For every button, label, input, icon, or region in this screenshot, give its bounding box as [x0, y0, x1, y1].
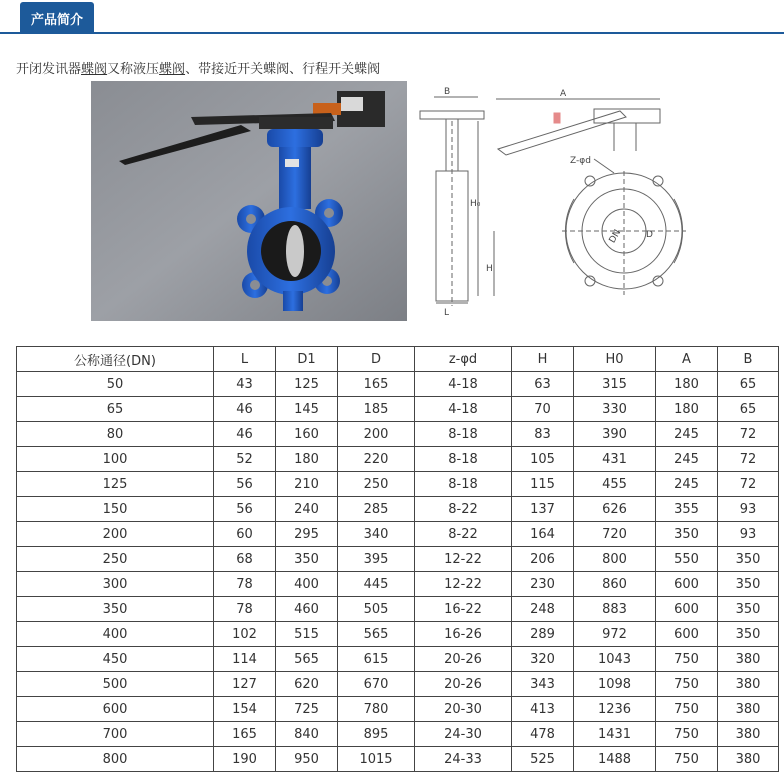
table-cell: 206	[512, 547, 574, 572]
table-cell: 180	[656, 372, 718, 397]
table-cell: 16-26	[415, 622, 512, 647]
table-cell: 200	[338, 422, 415, 447]
table-cell: 380	[718, 647, 779, 672]
table-cell: 72	[718, 422, 779, 447]
table-cell: 330	[574, 397, 656, 422]
table-cell: 24-33	[415, 747, 512, 772]
table-cell: 164	[512, 522, 574, 547]
table-cell: 350	[718, 572, 779, 597]
butterfly-valve-link[interactable]: 蝶阀	[81, 62, 108, 77]
product-description	[16, 58, 380, 77]
table-cell: 65	[718, 397, 779, 422]
table-cell: 65	[17, 397, 214, 422]
table-cell: 350	[718, 622, 779, 647]
table-cell: 289	[512, 622, 574, 647]
table-cell: 250	[338, 472, 415, 497]
table-cell: 380	[718, 697, 779, 722]
table-cell: 350	[656, 522, 718, 547]
table-cell: 8-18	[415, 472, 512, 497]
table-cell: 248	[512, 597, 574, 622]
table-header-row	[17, 347, 779, 372]
table-cell: 4-18	[415, 372, 512, 397]
table-cell: 350	[17, 597, 214, 622]
table-header-cell: D1	[276, 347, 338, 372]
table-cell: 1236	[574, 697, 656, 722]
table-cell: 80	[17, 422, 214, 447]
table-cell: 8-22	[415, 522, 512, 547]
table-cell: 250	[17, 547, 214, 572]
table-cell: 750	[656, 697, 718, 722]
valve-dimension-drawing	[414, 81, 704, 321]
table-cell: 72	[718, 447, 779, 472]
table-cell: 60	[214, 522, 276, 547]
table-cell: 93	[718, 497, 779, 522]
table-cell: 455	[574, 472, 656, 497]
table-row	[17, 522, 779, 547]
table-cell: 600	[17, 697, 214, 722]
table-cell: 500	[17, 672, 214, 697]
table-cell: 860	[574, 572, 656, 597]
table-cell: 395	[338, 547, 415, 572]
table-cell: 295	[276, 522, 338, 547]
tab-product-intro[interactable]: 产品简介	[20, 2, 94, 34]
table-row	[17, 647, 779, 672]
table-cell: 12-22	[415, 572, 512, 597]
table-cell: 245	[656, 422, 718, 447]
label-dn: DN	[607, 228, 624, 245]
butterfly-valve-link-2[interactable]: 蝶阀	[159, 62, 186, 77]
table-cell: 230	[512, 572, 574, 597]
table-row	[17, 422, 779, 447]
table-row	[17, 572, 779, 597]
table-cell: 400	[17, 622, 214, 647]
table-row	[17, 497, 779, 522]
table-row	[17, 597, 779, 622]
table-cell: 4-18	[415, 397, 512, 422]
table-cell: 78	[214, 597, 276, 622]
table-cell: 285	[338, 497, 415, 522]
table-row	[17, 697, 779, 722]
table-cell: 700	[17, 722, 214, 747]
table-cell: 52	[214, 447, 276, 472]
table-cell: 750	[656, 672, 718, 697]
table-cell: 800	[574, 547, 656, 572]
table-cell: 895	[338, 722, 415, 747]
table-cell: 550	[656, 547, 718, 572]
table-cell: 65	[718, 372, 779, 397]
table-cell: 43	[214, 372, 276, 397]
table-cell: 750	[656, 722, 718, 747]
table-cell: 125	[276, 372, 338, 397]
desc-prefix: 开闭发讯器	[16, 62, 82, 77]
table-cell: 355	[656, 497, 718, 522]
table-row	[17, 622, 779, 647]
table-cell: 300	[17, 572, 214, 597]
desc-suffix: 、带接近开关蝶阀、行程开关蝶阀	[185, 62, 381, 77]
table-cell: 340	[338, 522, 415, 547]
table-row	[17, 447, 779, 472]
table-header-cell: D	[338, 347, 415, 372]
label-h0: H₀	[470, 199, 481, 209]
table-cell: 1043	[574, 647, 656, 672]
table-cell: 24-30	[415, 722, 512, 747]
table-cell: 180	[656, 397, 718, 422]
table-cell: 515	[276, 622, 338, 647]
table-cell: 565	[338, 622, 415, 647]
table-cell: 190	[214, 747, 276, 772]
table-cell: 505	[338, 597, 415, 622]
table-cell: 20-26	[415, 672, 512, 697]
label-d: D	[646, 230, 653, 240]
table-cell: 180	[276, 447, 338, 472]
label-a: A	[560, 89, 567, 99]
table-cell: 20-30	[415, 697, 512, 722]
table-cell: 445	[338, 572, 415, 597]
table-cell: 725	[276, 697, 338, 722]
table-cell: 240	[276, 497, 338, 522]
table-cell: 600	[656, 572, 718, 597]
table-header-cell: A	[656, 347, 718, 372]
table-cell: 600	[656, 597, 718, 622]
table-cell: 525	[512, 747, 574, 772]
table-cell: 154	[214, 697, 276, 722]
table-cell: 68	[214, 547, 276, 572]
table-cell: 390	[574, 422, 656, 447]
table-cell: 105	[512, 447, 574, 472]
table-cell: 600	[656, 622, 718, 647]
table-cell: 70	[512, 397, 574, 422]
table-cell: 320	[512, 647, 574, 672]
table-row	[17, 722, 779, 747]
table-cell: 185	[338, 397, 415, 422]
table-cell: 16-22	[415, 597, 512, 622]
table-cell: 137	[512, 497, 574, 522]
label-b: B	[444, 87, 451, 97]
table-cell: 114	[214, 647, 276, 672]
table-row	[17, 747, 779, 772]
table-cell: 400	[276, 572, 338, 597]
table-cell: 670	[338, 672, 415, 697]
table-cell: 1015	[338, 747, 415, 772]
table-cell: 780	[338, 697, 415, 722]
table-cell: 160	[276, 422, 338, 447]
table-cell: 220	[338, 447, 415, 472]
table-cell: 102	[214, 622, 276, 647]
table-cell: 972	[574, 622, 656, 647]
table-cell: 343	[512, 672, 574, 697]
table-cell: 380	[718, 672, 779, 697]
table-cell: 125	[17, 472, 214, 497]
table-header-cell: H	[512, 347, 574, 372]
table-cell: 93	[718, 522, 779, 547]
table-cell: 478	[512, 722, 574, 747]
desc-middle: 又称液压	[107, 62, 160, 77]
table-row	[17, 397, 779, 422]
table-cell: 350	[718, 547, 779, 572]
table-cell: 840	[276, 722, 338, 747]
dimension-table	[16, 346, 779, 772]
label-l: L	[444, 308, 450, 318]
table-cell: 245	[656, 447, 718, 472]
table-cell: 615	[338, 647, 415, 672]
table-cell: 413	[512, 697, 574, 722]
table-cell: 1098	[574, 672, 656, 697]
table-cell: 46	[214, 397, 276, 422]
table-cell: 150	[17, 497, 214, 522]
table-cell: 50	[17, 372, 214, 397]
table-row	[17, 372, 779, 397]
table-cell: 750	[656, 747, 718, 772]
table-cell: 626	[574, 497, 656, 522]
table-cell: 620	[276, 672, 338, 697]
table-cell: 565	[276, 647, 338, 672]
table-cell: 72	[718, 472, 779, 497]
table-cell: 63	[512, 372, 574, 397]
table-cell: 950	[276, 747, 338, 772]
table-cell: 8-18	[415, 422, 512, 447]
table-header-cell: 公称通径(DN)	[17, 347, 214, 372]
table-cell: 380	[718, 722, 779, 747]
table-cell: 883	[574, 597, 656, 622]
label-z-phi-d: Z-φd	[570, 156, 591, 166]
table-cell: 450	[17, 647, 214, 672]
table-cell: 46	[214, 422, 276, 447]
table-cell: 56	[214, 472, 276, 497]
table-header-cell: L	[214, 347, 276, 372]
table-cell: 245	[656, 472, 718, 497]
label-h: H	[486, 264, 493, 274]
table-row	[17, 547, 779, 572]
table-cell: 56	[214, 497, 276, 522]
table-row	[17, 672, 779, 697]
table-cell: 1488	[574, 747, 656, 772]
table-cell: 20-26	[415, 647, 512, 672]
table-cell: 83	[512, 422, 574, 447]
table-cell: 800	[17, 747, 214, 772]
table-cell: 210	[276, 472, 338, 497]
valve-product-photo	[91, 81, 407, 321]
table-cell: 720	[574, 522, 656, 547]
table-header-cell: B	[718, 347, 779, 372]
table-cell: 115	[512, 472, 574, 497]
table-cell: 12-22	[415, 547, 512, 572]
table-cell: 350	[718, 597, 779, 622]
table-cell: 78	[214, 572, 276, 597]
table-cell: 200	[17, 522, 214, 547]
table-row	[17, 472, 779, 497]
table-cell: 1431	[574, 722, 656, 747]
table-cell: 8-18	[415, 447, 512, 472]
table-cell: 380	[718, 747, 779, 772]
table-header-cell: z-φd	[415, 347, 512, 372]
table-cell: 750	[656, 647, 718, 672]
table-cell: 350	[276, 547, 338, 572]
table-cell: 8-22	[415, 497, 512, 522]
table-cell: 100	[17, 447, 214, 472]
section-tab-bar	[0, 0, 784, 34]
table-cell: 145	[276, 397, 338, 422]
table-cell: 165	[338, 372, 415, 397]
table-cell: 315	[574, 372, 656, 397]
table-cell: 127	[214, 672, 276, 697]
table-cell: 165	[214, 722, 276, 747]
table-cell: 431	[574, 447, 656, 472]
table-header-cell: H0	[574, 347, 656, 372]
table-cell: 460	[276, 597, 338, 622]
